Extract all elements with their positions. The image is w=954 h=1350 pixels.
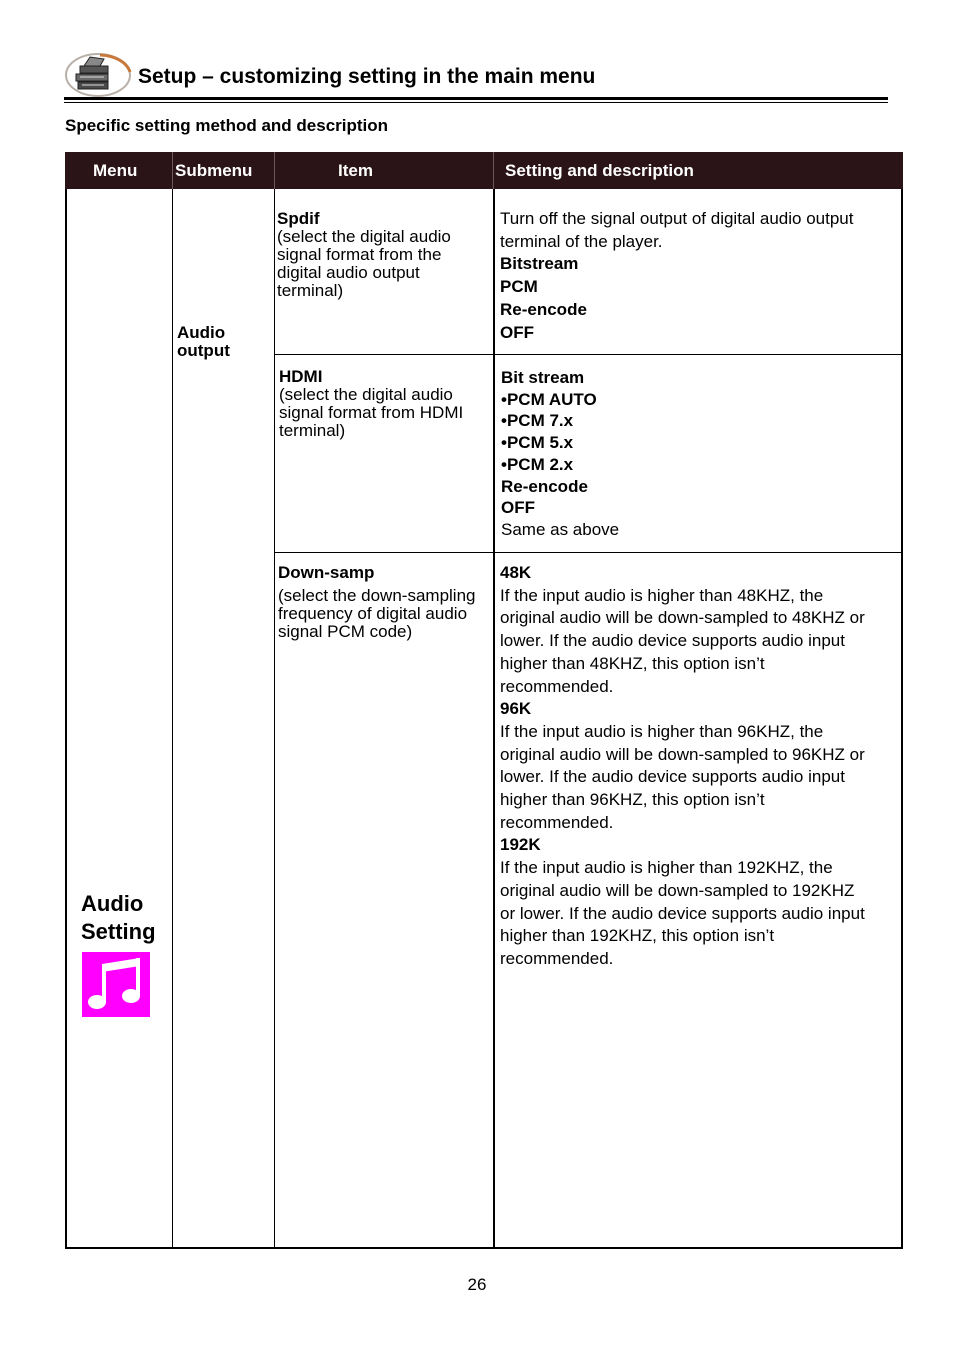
item-desc-line: terminal) [277,281,344,300]
setting-line: higher than 96KHZ, this option isn’t [500,790,765,810]
column-divider [274,152,275,189]
setting-spdif [500,208,853,344]
section-title: Specific setting method and description [65,116,389,135]
item-desc-line: (select the down-sampling [278,586,476,605]
item-hdmi [279,368,463,440]
setting-option: •PCM 5.x [501,433,574,453]
music-note-icon [82,952,150,1017]
table-border [901,189,903,1249]
setting-line: recommended. [500,676,614,696]
setting-option: OFF [501,498,535,518]
item-desc-line: (select the digital audio [277,227,451,246]
setting-option: 48K [500,563,532,582]
setting-down-samp [500,562,865,971]
setting-line: If the input audio is higher than 192KHZ, the [500,858,833,878]
item-spdif [277,210,451,300]
setting-option: •PCM AUTO [501,389,597,409]
table-border [65,1247,903,1249]
column-divider [172,152,173,189]
setting-line: If the input audio is higher than 96KHZ, the [500,721,824,741]
setting-line: original audio will be down-sampled to 96KHZ or [500,744,865,764]
column-divider [274,189,275,1247]
item-desc-line: (select the digital audio [279,385,453,404]
setting-option: •PCM 7.x [501,411,574,431]
setting-line: higher than 48KHZ, this option isn’t [500,653,765,673]
page-number: 26 [467,1275,487,1294]
header-rule-thin [64,102,888,103]
menu-label-line: Audio [81,891,144,916]
menu-label [81,890,156,946]
setting-line: original audio will be down-sampled to 48KHZ or [500,608,865,628]
item-title: Down-samp [278,563,375,582]
setting-option: Re-encode [500,299,587,319]
item-down-samp [278,564,475,641]
column-header-menu: Menu [93,161,138,180]
setting-line: or lower. If the audio device supports audio input [500,903,865,923]
setting-option: •PCM 2.x [501,454,574,474]
column-header-item: Item [338,161,373,180]
setting-option: Bit stream [501,368,585,387]
setting-line: original audio will be down-sampled to 192KHZ [500,880,855,900]
item-desc-line: signal PCM code) [278,622,413,641]
setting-line: lower. If the audio device supports audio input [500,631,845,651]
setting-line: recommended. [500,948,614,968]
submenu-label-line: output [177,341,230,360]
submenu-label-line: Audio [177,323,226,342]
setting-option: PCM [500,277,538,297]
books-icon [64,52,132,98]
item-desc-line: frequency of digital audio [278,604,468,623]
item-desc-line: signal format from the [277,245,442,264]
row-divider [275,552,901,553]
item-desc-line: digital audio output [277,263,420,282]
row-divider [275,354,901,355]
setting-line: Turn off the signal output of digital audio output [500,209,854,228]
menu-label-line: Setting [81,919,156,944]
setting-hdmi [501,367,619,541]
setting-option: Re-encode [501,476,588,496]
setting-line: If the input audio is higher than 48KHZ, the [500,585,824,605]
item-title: Spdif [277,209,320,228]
setting-option: 192K [500,835,541,855]
item-title: HDMI [279,367,323,386]
header-rule [64,97,888,100]
column-divider [172,189,173,1247]
setting-option: OFF [500,322,534,342]
submenu-label [177,324,230,360]
settings-table [65,152,903,1249]
column-divider [493,189,495,1247]
setting-option: 96K [500,699,532,719]
setting-line: higher than 192KHZ, this option isn’t [500,926,775,946]
column-header-setting: Setting and description [505,161,694,180]
table-border [65,189,67,1249]
setting-note: Same as above [501,519,620,539]
page-header [64,52,888,104]
table-header [65,152,903,189]
setting-line: lower. If the audio device supports audio input [500,767,845,787]
item-desc-line: terminal) [279,421,346,440]
setting-line: recommended. [500,812,614,832]
setting-line: terminal of the player. [500,231,663,251]
column-divider [493,152,494,189]
page-title: Setup – customizing setting in the main menu [138,65,596,88]
column-header-submenu: Submenu [175,161,253,180]
item-desc-line: signal format from HDMI [279,403,464,422]
setting-option: Bitstream [500,254,579,274]
